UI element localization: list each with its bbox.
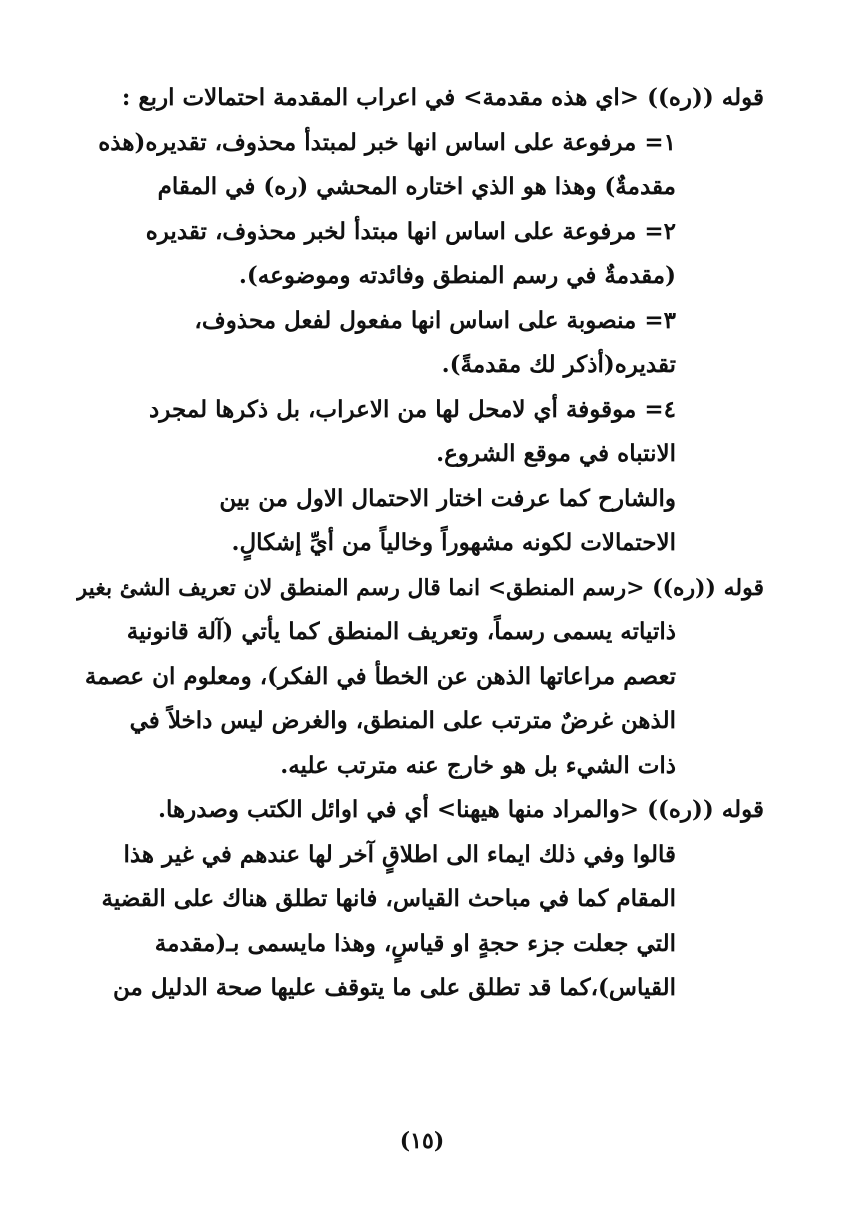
text-line-4: ٢= مرفوعة على اساس انها مبتدأ لخبر محذوف، تقديره <box>145 217 676 245</box>
text-line-10: والشارح كما عرفت اختار الاحتمال الاول من بين <box>219 484 676 512</box>
text-line-2: ١= مرفوعة على اساس انها خبر لمبتدأ محذوف، تقديره(هذه <box>98 128 676 156</box>
text-line-16: ذات الشيء بل هو خارج عنه مترتب عليه. <box>280 751 676 779</box>
text-line-14: تعصم مراعاتها الذهن عن الخطأ في الفكر)، ومعلوم ان عصمة <box>84 662 676 690</box>
text-line-5: (مقدمةٌ في رسم المنطق وفائدته وموضوعه). <box>238 262 676 289</box>
text-line-20: التي جعلت جزء حجةٍ او قياسٍ، وهذا مايسمى بـ(مقدمة <box>154 929 676 957</box>
text-line-21: القياس)،كما قد تطلق على ما يتوقف عليها صحة الدليل من <box>113 974 676 1001</box>
text-line-19: المقام كما في مباحث القياس، فانها تطلق هناك على القضية <box>101 885 676 912</box>
text-line-15: الذهن غرضٌ مترتب على المنطق، والغرض ليس داخلاً في <box>129 707 676 734</box>
text-line-6: ٣= منصوبة على اساس انها مفعول لفعل محذوف، <box>194 306 676 334</box>
text-line-12: قوله ((ره)) <رسم المنطق> انما قال رسم المنطق لان تعريف الشئ بغير <box>76 574 764 601</box>
text-line-13: ذاتياته يسمى رسماً، وتعريف المنطق كما يأتي (آلة قانونية <box>126 618 676 645</box>
text-line-8: ٤= موقوفة أي لامحل لها من الاعراب، بل ذكرها لمجرد <box>149 395 676 423</box>
text-line-18: قالوا وفي ذلك ايماء الى اطلاقٍ آخر لها عندهم في غير هذا <box>123 840 676 868</box>
text-body <box>76 76 764 1011</box>
text-line-9: الانتباه في موقع الشروع. <box>436 440 676 467</box>
page-number: (١٥) <box>399 1128 445 1154</box>
text-line-7: تقديره(أذكر لك مقدمةً). <box>441 351 676 378</box>
text-line-1: قوله ((ره)) <اي هذه مقدمة> في اعراب المقدمة احتمالات اربع : <box>121 84 764 111</box>
text-line-3: مقدمةٌ) وهذا هو الذي اختاره المحشي (ره) في المقام <box>157 173 676 200</box>
text-line-11: الاحتمالات لكونه مشهوراً وخالياً من أيِّ إشكالٍ. <box>231 529 676 556</box>
text-line-17: قوله ((ره)) <والمراد منها هيهنا> أي في اوائل الكتب وصدرها. <box>158 796 764 823</box>
